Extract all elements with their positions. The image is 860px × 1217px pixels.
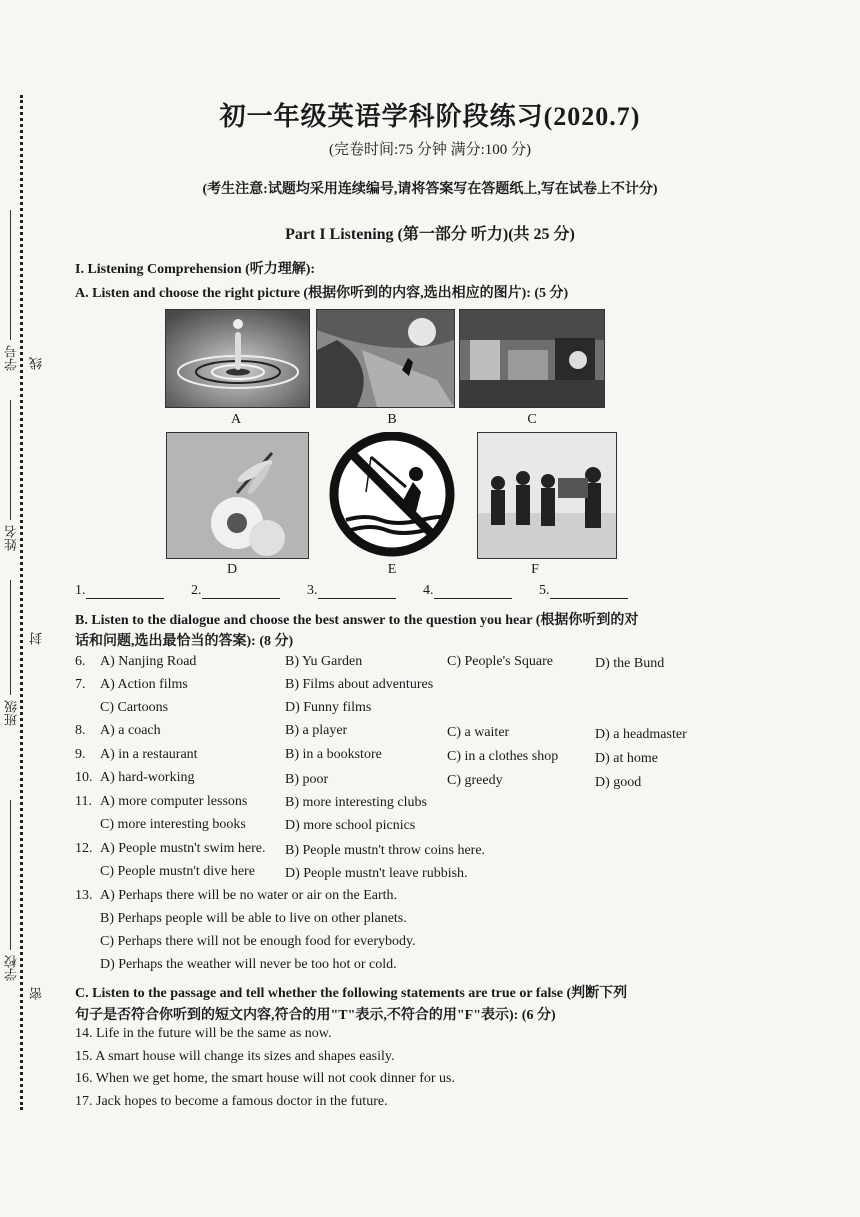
picture-a	[165, 309, 310, 408]
statement: 15. A smart house will change its sizes and shapes easily.	[75, 1049, 395, 1064]
picture-e	[321, 432, 463, 557]
question-number: 10.	[75, 770, 93, 785]
question-number: 11.	[75, 794, 92, 809]
option-a: A) a coach	[100, 723, 161, 738]
picture-d	[166, 432, 309, 559]
option-a: A) hard-working	[100, 770, 195, 785]
side-label-class: 班级	[4, 700, 19, 726]
option-b: B) Perhaps people will be able to live on other planets.	[100, 911, 407, 926]
option-a: A) in a restaurant	[100, 747, 198, 762]
side-mark-line: 线	[29, 357, 44, 370]
option-d: D) at home	[595, 751, 658, 766]
water-drop-image	[166, 310, 309, 407]
option-a: A) more computer lessons	[100, 794, 248, 809]
section-a-heading: A. Listen and choose the right picture (根据你听到的内容,选出相应的图片): (5 分)	[75, 286, 569, 301]
option-b: B) in a bookstore	[285, 747, 382, 762]
section-b-heading-cont: 话和问题,选出最恰当的答案): (8 分)	[75, 634, 294, 649]
question-number: 13.	[75, 888, 93, 903]
question-number: 12.	[75, 841, 93, 856]
answer-number: 2.	[191, 583, 202, 598]
question-number: 8.	[75, 723, 86, 738]
option-c: C) more interesting books	[100, 817, 246, 832]
question-number: 9.	[75, 747, 86, 762]
option-d: D) a headmaster	[595, 727, 687, 742]
answer-blank[interactable]	[318, 584, 396, 599]
option-a: A) Perhaps there will be no water or air on the Earth.	[100, 888, 398, 903]
picture-c	[459, 309, 605, 408]
statement: 17. Jack hopes to become a famous doctor in the future.	[75, 1094, 388, 1109]
picture-b-label: B	[387, 412, 397, 427]
side-blank-school	[10, 800, 11, 950]
answer-blank[interactable]	[202, 584, 280, 599]
option-c: C) greedy	[447, 773, 503, 788]
question-number: 6.	[75, 654, 86, 669]
picture-a-label: A	[230, 412, 242, 427]
picture-b	[316, 309, 455, 408]
option-b: B) a player	[285, 723, 348, 738]
option-c: C) a waiter	[447, 725, 510, 740]
option-d: D) the Bund	[595, 656, 665, 671]
option-a: A) Action films	[100, 677, 188, 692]
part-title: Part I Listening (第一部分 听力)(共 25 分)	[285, 226, 575, 243]
statement: 16. When we get home, the smart house will not cook dinner for us.	[75, 1071, 455, 1086]
side-label-school: 学校	[4, 955, 19, 981]
section-heading: I. Listening Comprehension (听力理解):	[75, 262, 316, 277]
side-blank-class	[10, 580, 11, 695]
answer-number: 1.	[75, 583, 86, 598]
answer-blank[interactable]	[550, 584, 628, 599]
picture-f	[477, 432, 617, 559]
kitchen-image	[460, 310, 604, 407]
option-c: C) People's Square	[447, 654, 553, 669]
option-d: D) Funny films	[285, 700, 372, 715]
option-d: D) Perhaps the weather will never be too hot or cold.	[100, 957, 397, 972]
option-b: B) Films about adventures	[285, 677, 434, 692]
side-mark-seal: 封	[29, 632, 44, 645]
page-title: 初一年级英语学科阶段练习(2020.7)	[219, 102, 641, 131]
picture-d-label: D	[226, 562, 238, 577]
option-d: D) more school picnics	[285, 818, 416, 833]
picture-answer-row	[75, 583, 652, 599]
answer-number: 3.	[307, 583, 318, 598]
question-number: 7.	[75, 677, 86, 692]
picture-f-label: F	[531, 562, 539, 577]
option-c: C) Cartoons	[100, 700, 169, 715]
answer-number: 4.	[423, 583, 434, 598]
answer-number: 5.	[539, 583, 550, 598]
option-b: B) poor	[285, 772, 329, 787]
no-fishing-sign-icon	[321, 432, 463, 557]
section-c-heading-cont: 句子是否符合你听到的短文内容,符合的用"T"表示,不符合的用"F"表示): (6 分)	[75, 1008, 556, 1023]
statement: 14. Life in the future will be the same as now.	[75, 1026, 332, 1041]
crowd-image	[478, 433, 616, 558]
exam-notice: (考生注意:试题均采用连续编号,请将答案写在答题纸上,写在试卷上不计分)	[202, 182, 658, 197]
option-d: D) People mustn't leave rubbish.	[285, 866, 468, 881]
side-label-name: 姓名	[4, 525, 19, 551]
exam-time-info: (完卷时间:75 分钟 满分:100 分)	[328, 142, 532, 158]
answer-blank[interactable]	[86, 584, 164, 599]
picture-e-label: E	[387, 562, 397, 577]
picture-c-label: C	[527, 412, 537, 427]
storm-image	[317, 310, 454, 407]
option-c: C) Perhaps there will not be enough food for everybody.	[100, 934, 416, 949]
dragonfly-image	[167, 433, 308, 558]
option-c: C) in a clothes shop	[447, 749, 559, 764]
section-c-heading: C. Listen to the passage and tell whether the following statements are true or false (判断下列	[75, 986, 628, 1001]
option-c: C) People mustn't dive here	[100, 864, 255, 879]
side-mark-seal: 密	[29, 987, 44, 1000]
option-d: D) good	[595, 775, 642, 790]
side-blank-name	[10, 400, 11, 520]
option-a: A) Nanjing Road	[100, 654, 197, 669]
option-a: A) People mustn't swim here.	[100, 841, 266, 856]
option-b: B) Yu Garden	[285, 654, 363, 669]
section-b-heading: B. Listen to the dialogue and choose the best answer to the question you hear (根据你听到的对	[75, 613, 639, 628]
option-b: B) People mustn't throw coins here.	[285, 843, 486, 858]
option-b: B) more interesting clubs	[285, 795, 427, 810]
side-label-id: 学号	[4, 345, 19, 371]
answer-blank[interactable]	[434, 584, 512, 599]
